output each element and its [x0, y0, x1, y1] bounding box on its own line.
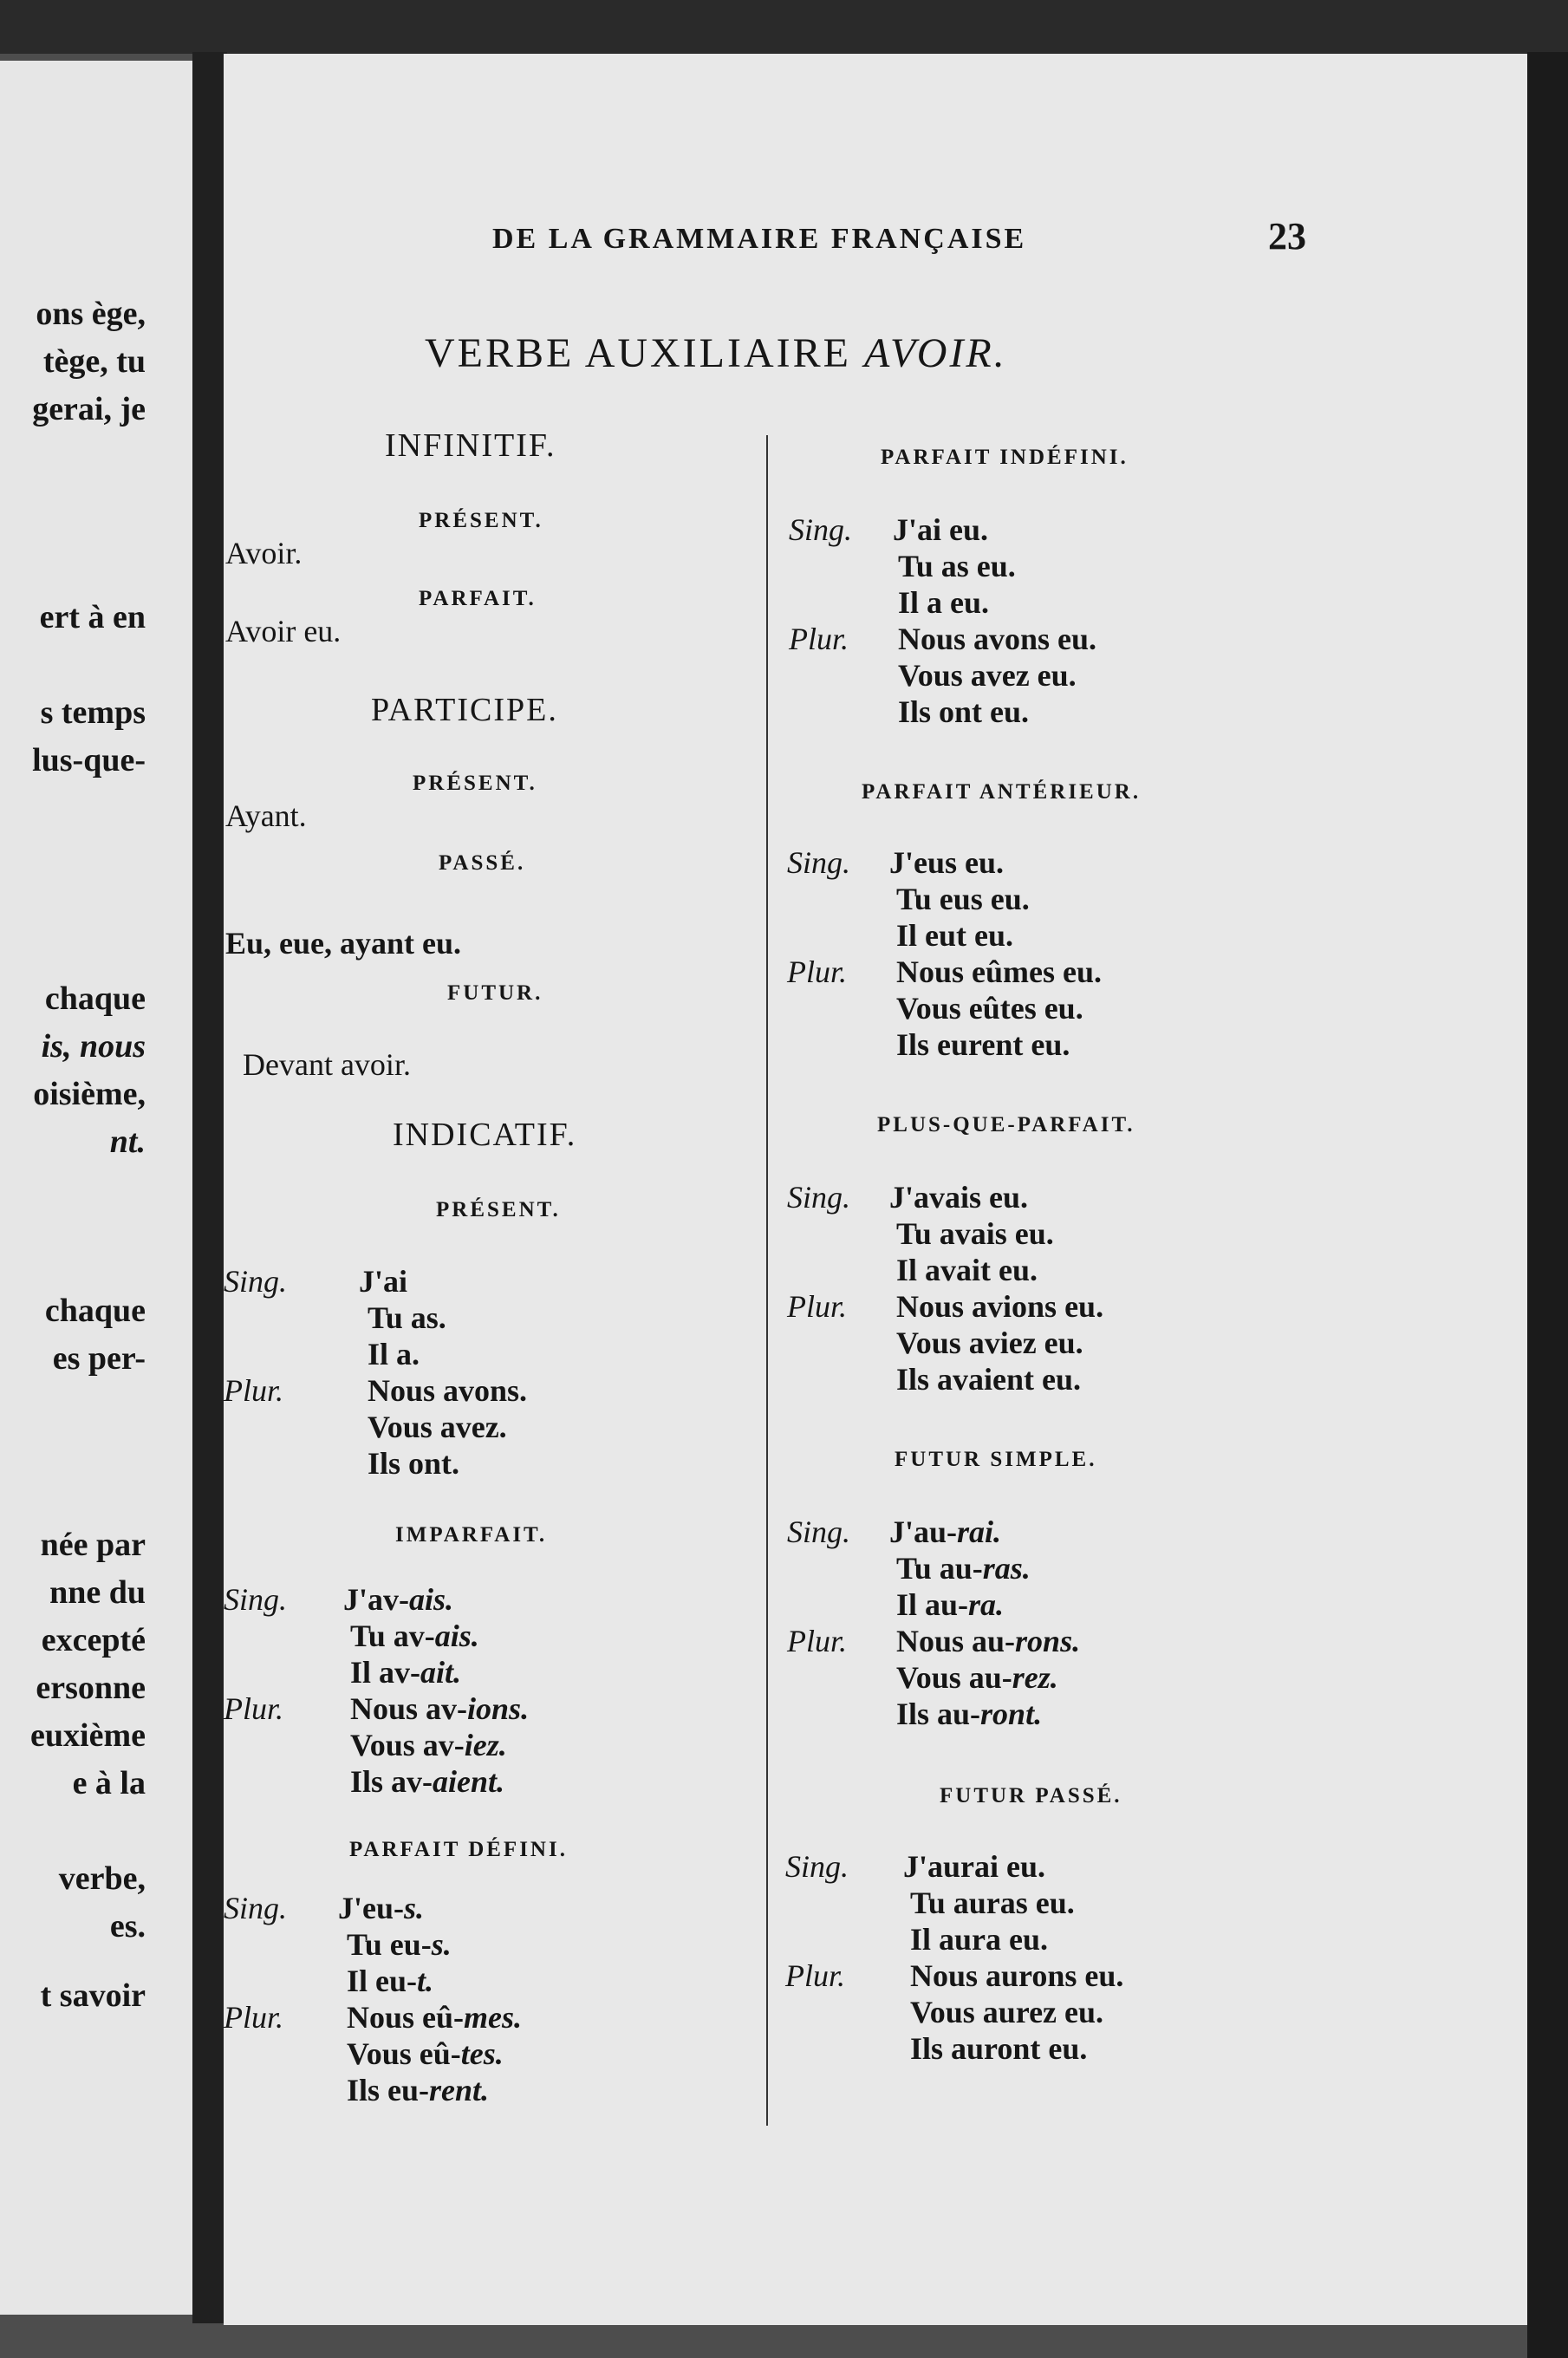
- verb-form: J'ai: [359, 1264, 408, 1299]
- tense-heading: PARFAIT DÉFINI.: [349, 1838, 568, 1861]
- verb-form: Vous aurez eu.: [910, 1995, 1104, 2029]
- verb-form: Ils auront eu.: [910, 2031, 1088, 2066]
- left-page-line: excepté: [41, 1622, 146, 1658]
- book-gutter: [192, 52, 227, 2323]
- verb-form: Eu, eue, ayant eu.: [225, 926, 462, 961]
- verb-form: Ils avaient eu.: [896, 1362, 1082, 1397]
- tense-heading: IMPARFAIT.: [395, 1523, 548, 1547]
- verb-form: Ayant.: [225, 798, 307, 833]
- verb-form: J'eus eu.: [889, 845, 1005, 880]
- verb-form: Avoir.: [225, 536, 303, 570]
- left-page-line: chaque: [44, 1293, 146, 1329]
- left-page-line: euxième: [30, 1717, 146, 1754]
- singular-label: Sing.: [787, 845, 851, 880]
- verb-form: Vous av-iez.: [350, 1728, 507, 1762]
- verb-form: Avoir eu.: [225, 614, 342, 648]
- verb-form: Vous aviez eu.: [896, 1326, 1083, 1360]
- left-page-line: chaque: [44, 980, 146, 1017]
- verb-form: J'aurai eu.: [903, 1849, 1046, 1884]
- verb-form: Ils ont.: [368, 1446, 460, 1481]
- left-page-line: e à la: [72, 1765, 146, 1801]
- singular-label: Sing.: [789, 512, 853, 547]
- section-heading: INDICATIF.: [393, 1117, 577, 1153]
- tense-heading: FUTUR PASSÉ.: [940, 1784, 1122, 1808]
- left-page-line: ons ège,: [36, 296, 146, 332]
- verb-form: J'av-ais.: [343, 1582, 454, 1617]
- verb-form: Ils au-ront.: [896, 1697, 1043, 1731]
- left-page-line: ert à en: [39, 599, 146, 635]
- left-page-line: nt.: [109, 1124, 146, 1160]
- running-header: DE LA GRAMMAIRE FRANÇAISE: [492, 223, 1027, 255]
- verb-form: Vous au-rez.: [896, 1660, 1058, 1695]
- verb-form: J'avais eu.: [889, 1180, 1029, 1215]
- verb-form: Ils eurent eu.: [896, 1027, 1070, 1062]
- tense-heading: PLUS-QUE-PARFAIT.: [877, 1113, 1135, 1137]
- tense-heading: FUTUR SIMPLE.: [895, 1448, 1097, 1471]
- left-facing-page: [0, 61, 199, 2315]
- left-page-line: es.: [109, 1908, 146, 1944]
- plural-label: Plur.: [787, 954, 848, 989]
- page-number: 23: [1268, 215, 1306, 257]
- page-title: VERBE AUXILIAIRE AVOIR.: [425, 330, 1007, 376]
- verb-form: Tu auras eu.: [910, 1886, 1075, 1920]
- left-page-line: tège, tu: [42, 343, 146, 380]
- plural-label: Plur.: [785, 1958, 846, 1993]
- verb-form: Ils ont eu.: [898, 694, 1030, 729]
- tense-heading: PARFAIT INDÉFINI.: [881, 446, 1129, 469]
- tense-heading: PASSÉ.: [439, 851, 526, 875]
- tense-heading: PRÉSENT.: [419, 509, 543, 532]
- plural-label: Plur.: [787, 1624, 848, 1658]
- verb-form: Tu au-ras.: [896, 1551, 1031, 1586]
- verb-form: Il av-ait.: [350, 1655, 462, 1690]
- verb-form: Vous avez eu.: [898, 658, 1077, 693]
- verb-form: Vous avez.: [368, 1410, 507, 1444]
- verb-form: Vous eûtes eu.: [896, 991, 1083, 1026]
- left-page-line: es per-: [52, 1340, 146, 1377]
- section-heading: PARTICIPE.: [371, 692, 558, 728]
- left-page-line: nne du: [49, 1574, 146, 1611]
- tense-heading: PRÉSENT.: [436, 1198, 561, 1221]
- left-page-line: lus-que-: [32, 742, 146, 778]
- verb-form: Tu avais eu.: [896, 1216, 1054, 1251]
- plural-label: Plur.: [224, 1373, 284, 1408]
- left-page-line: oisième,: [33, 1076, 146, 1112]
- singular-label: Sing.: [787, 1514, 851, 1549]
- verb-form: Tu eus eu.: [896, 882, 1030, 916]
- verb-form: Nous avons eu.: [898, 622, 1097, 656]
- verb-form: Vous eû-tes.: [347, 2036, 504, 2071]
- verb-form: Il a.: [368, 1337, 420, 1371]
- verb-form: Nous eûmes eu.: [896, 954, 1103, 989]
- tense-heading: PARFAIT.: [419, 587, 537, 610]
- left-page-line: is, nous: [41, 1028, 146, 1065]
- verb-form: Il avait eu.: [896, 1253, 1038, 1287]
- verb-form: Nous avons.: [368, 1373, 528, 1408]
- verb-form: Ils av-aient.: [350, 1764, 505, 1799]
- verb-form: Il eut eu.: [896, 918, 1013, 953]
- verb-form: Il au-ra.: [896, 1587, 1005, 1622]
- singular-label: Sing.: [224, 1891, 288, 1925]
- scan-right-border: [1527, 52, 1568, 2358]
- verb-form: Tu as eu.: [898, 549, 1016, 583]
- left-page-line: ersonne: [36, 1670, 146, 1706]
- book-page: [224, 54, 1527, 2325]
- verb-form: Tu as.: [368, 1300, 446, 1335]
- verb-form: Nous au-rons.: [896, 1624, 1081, 1658]
- verb-form: Ils eu-rent.: [347, 2073, 490, 2107]
- verb-form: Tu eu-s.: [347, 1927, 452, 1962]
- left-page-line: t savoir: [40, 1977, 146, 2014]
- verb-form: Il aura eu.: [910, 1922, 1049, 1957]
- verb-form: J'ai eu.: [893, 512, 989, 547]
- verb-form: Nous eû-mes.: [347, 2000, 523, 2035]
- verb-form: Nous avions eu.: [896, 1289, 1104, 1324]
- verb-form: Il eu-t.: [347, 1964, 434, 1998]
- tense-heading: FUTUR.: [447, 981, 543, 1005]
- verb-form: J'eu-s.: [338, 1891, 425, 1925]
- left-page-line: s temps: [40, 694, 146, 731]
- tense-heading: PARFAIT ANTÉRIEUR.: [862, 780, 1142, 804]
- plural-label: Plur.: [224, 1691, 284, 1726]
- verb-form: Nous aurons eu.: [910, 1958, 1124, 1993]
- page-title-italic: AVOIR.: [863, 330, 1007, 376]
- left-page-line: verbe,: [58, 1860, 146, 1897]
- plural-label: Plur.: [789, 622, 849, 656]
- singular-label: Sing.: [224, 1264, 288, 1299]
- verb-form: Devant avoir.: [243, 1047, 411, 1082]
- verb-form: J'au-rai.: [889, 1514, 1002, 1549]
- column-divider: [766, 435, 768, 2126]
- section-heading: INFINITIF.: [385, 427, 556, 464]
- plural-label: Plur.: [224, 2000, 284, 2035]
- singular-label: Sing.: [785, 1849, 849, 1884]
- tense-heading: PRÉSENT.: [413, 772, 537, 795]
- left-page-line: née par: [40, 1527, 146, 1563]
- verb-form: Nous av-ions.: [350, 1691, 530, 1726]
- left-page-line: gerai, je: [32, 391, 146, 427]
- verb-form: Tu av-ais.: [350, 1619, 479, 1653]
- scan-top-border: [0, 0, 1568, 54]
- plural-label: Plur.: [787, 1289, 848, 1324]
- singular-label: Sing.: [224, 1582, 288, 1617]
- verb-form: Il a eu.: [898, 585, 990, 620]
- singular-label: Sing.: [787, 1180, 851, 1215]
